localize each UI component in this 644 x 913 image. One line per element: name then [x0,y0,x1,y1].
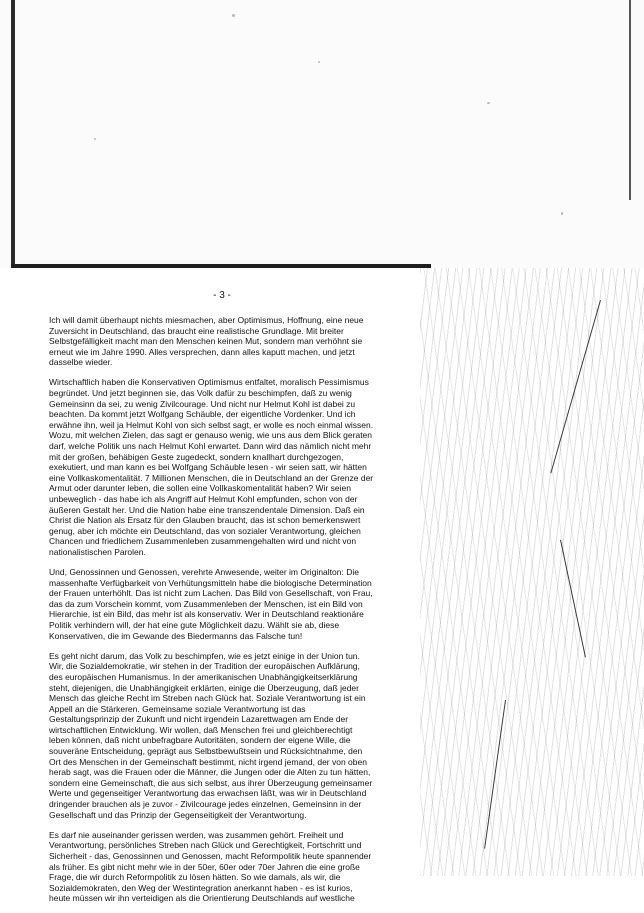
text-line: Frage, die wir durch Reformpolitik zu lösen hätten. So wie damals, als wir, die [49,872,341,883]
scan-noise [420,268,644,876]
scan-background [0,0,644,268]
text-line: des europäischen Humanismus. In der amerikanischen Unabhängigkeitserklärung [49,671,358,682]
scan-speck [318,61,320,63]
text-line: heute müssen wir ihn verteidigen als die Orientierung Deutschlands auf westliche [49,893,355,904]
text-line: Wirtschaftlich haben die Konservativen Optimismus entfaltet, moralisch Pessimismus [49,377,369,388]
text-line: steht, diejenigen, die Unabhängigkeit erklärten, einige die Überzeugung, daß jeder [49,682,359,693]
text-line: Sozialdemokraten, den Weg der Westintegration anerkannt haben - es ist kurios, [49,882,353,893]
text-line: Und, Genossinnen und Genossen, verehrte Anwesende, weiter im Originalton: Die [49,567,359,578]
text-line: Chancen und friedlichem Zusammenleben zusammengehalten wird und nicht von [49,536,357,547]
text-line: beachten. Da kommt jetzt Wolfgang Schäuble, der eigentliche Vordenker. Und ich [49,409,356,420]
text-line: darf, welche Politik uns nach Helmut Kohl erwartet. Dann wird das nämlich nicht mehr [49,441,372,452]
body-text [49,315,414,913]
text-line: Armut oder darunter leben, die sollen eine Vollkaskomentalität haben? Wir seien [49,483,351,494]
text-line: Hierarchie, ist ein Bild, das mehr ist als konservativ. Wer in Deutschland reaktionäre [49,609,364,620]
text-line: exekutiert, und man kann es bei Wolfgang Schäuble lesen - wir seien satt, wir hätten [49,462,367,473]
text-line: eine Vollkaskomentalität. 7 Millionen Menschen, die in Deutschland an der Grenze der [49,472,374,483]
text-line: Appell an die Stärkeren. Gemeinsame soziale Verantwortung ist das [49,703,306,714]
text-line: erneut wie im Jahre 1990. Alles versprechen, dann alles kaputt machen, und jetzt [49,346,355,357]
text-line: mit der großen, behäbigen Geste zugedeckt, sondern knallhart durchgezogen, [49,451,344,462]
text-line: Es darf nie auseinander gerissen werden, was zusammen gehört. Freiheit und [49,829,344,840]
text-line: dasselbe wieder. [49,357,113,368]
text-line: leben können, daß nicht unbefragbare Autoritäten, sondern der eigene Wille, die [49,735,351,746]
scan-speck [561,212,563,215]
text-line: Politik verhindern will, der hat eine gute Möglichkeit dazu. Wählt sie ab, diese [49,620,340,631]
text-line: Sicherheit - das, Genossinnen und Genossen, macht Reformpolitik heute spannender [49,850,372,861]
text-line: begründet. Und jetzt beginnen sie, das Volk dafür zu beschimpfen, daß zu wenig [49,388,352,399]
text-line: Wozu, mit welchen Zielen, das sagt er genauso wenig, wie uns aus dem Blick geraten [49,430,373,441]
text-line: Mensch das gleiche Recht im Streben nach Glück hat. Soziale Verantwortung ist ein [49,693,366,704]
text-line: nationalistischen Parolen. [49,546,146,557]
text-line: Selbstgefälligkeit macht man den Menschen keinen Mut, sondern man verhöhnt sie [49,336,363,347]
text-line: unbeweglich - das habe ich als Angriff auf Helmut Kohl empfunden, schon von der [49,494,358,504]
text-line: Werte und gegenseitiger Verantwortung das erwachsen läßt, was wir in Deutschland [49,788,367,799]
document-page [15,268,420,904]
text-line: Gesellschaft und das Prinzip der Gegenseitigkeit der Verantwortung. [49,809,307,820]
text-line: als früher. Es gibt nicht mehr wie in der 50er, 60er oder 70er Jahren die eine große [49,861,360,872]
paragraph [49,567,414,641]
text-line: Ort des Menschen in der Gemeinschaft bestimmt, nicht irgend jemand, der von oben [49,756,367,767]
text-line: Gemeinsinn da sei, zu wenig Zivilcourage. Und nicht nur Helmut Kohl ist dabei zu [49,398,356,409]
paragraph [49,315,414,368]
text-line: herab sagt, was die Frauen oder die Männer, die Jungen oder die Alten zu tun hätten, [49,767,371,778]
text-line: Zuversicht in Deutschland, das braucht eine realistische Grundlage. Mit breiter [49,325,344,336]
page-number: - 3 - [213,290,231,301]
paragraph [49,651,414,821]
scan-edge-right [629,0,631,200]
text-line: Christ die Nation als Ersatz für den Glauben braucht, das ist schon bemerkenswert [49,515,361,526]
text-line: massenhafte Verfügbarkeit von Verhütungsmitteln habe die biologische Determination [49,577,372,588]
text-line: dringender brauchen als je zuvor - Zivilcourage jedes einzelnen, Gemeinsinn in der [49,799,362,810]
text-line: Verantwortung, persönliches Streben nach Glück und Gerechtigkeit, Fortschritt und [49,840,362,851]
paragraph [49,377,414,557]
scan-speck [94,138,96,140]
text-line: Es geht nicht darum, das Volk zu beschimpfen, wie es jetzt einige in der Union tun. [49,650,360,661]
page-edge-left [11,0,15,266]
paragraph [49,830,414,904]
text-line: erwähne ihn, weil ja Helmut Kohl von sich selbst sagt, er wolle es noch einmal wissen. [49,419,374,430]
text-line: genug, aber ich möchte ein Deutschland, das von sozialer Verantwortung, gleichen [49,525,361,536]
text-line: Gestaltungsprinzip der Zukunft und nicht irgendein Lazarettwagen am Ende der [49,714,349,725]
text-line: Konservativen, die im Gewande des Biedermanns das Falsche tun! [49,630,303,641]
text-line: der Frauen unterhöhlt. Das ist nicht zum Lachen. Das Bild von Gesellschaft, von Frau, [49,588,373,599]
text-line: wirtschaftlichen Entwicklung. Wir wollen, daß Menschen frei und gleichberechtigt [49,724,353,735]
text-line: das da zum Vorschein kommt, vom Zusammenleben der Menschen, ist ein Bild von [49,598,363,609]
scan-speck [487,102,490,104]
text-line: Ich will damit überhaupt nichts miesmachen, aber Optimismus, Hoffnung, eine neue [49,315,364,325]
text-line: souveräne Entscheidung, geprägt aus Selbstbewußtsein und Rücksichtnahme, den [49,746,363,757]
scan-speck [232,14,235,17]
text-line: Wir, die Sozialdemokratie, wir stehen in der Tradition der europäischen Aufklärung, [49,661,360,672]
text-line: äußeren Gestalt her. Und die Nation habe eine transzendentale Dimension. Daß ein [49,504,365,515]
text-line: sondern eine Gemeinschaft, die aus sich selbst, aus ihrer Überzeugung gemeinsamer [49,777,373,788]
